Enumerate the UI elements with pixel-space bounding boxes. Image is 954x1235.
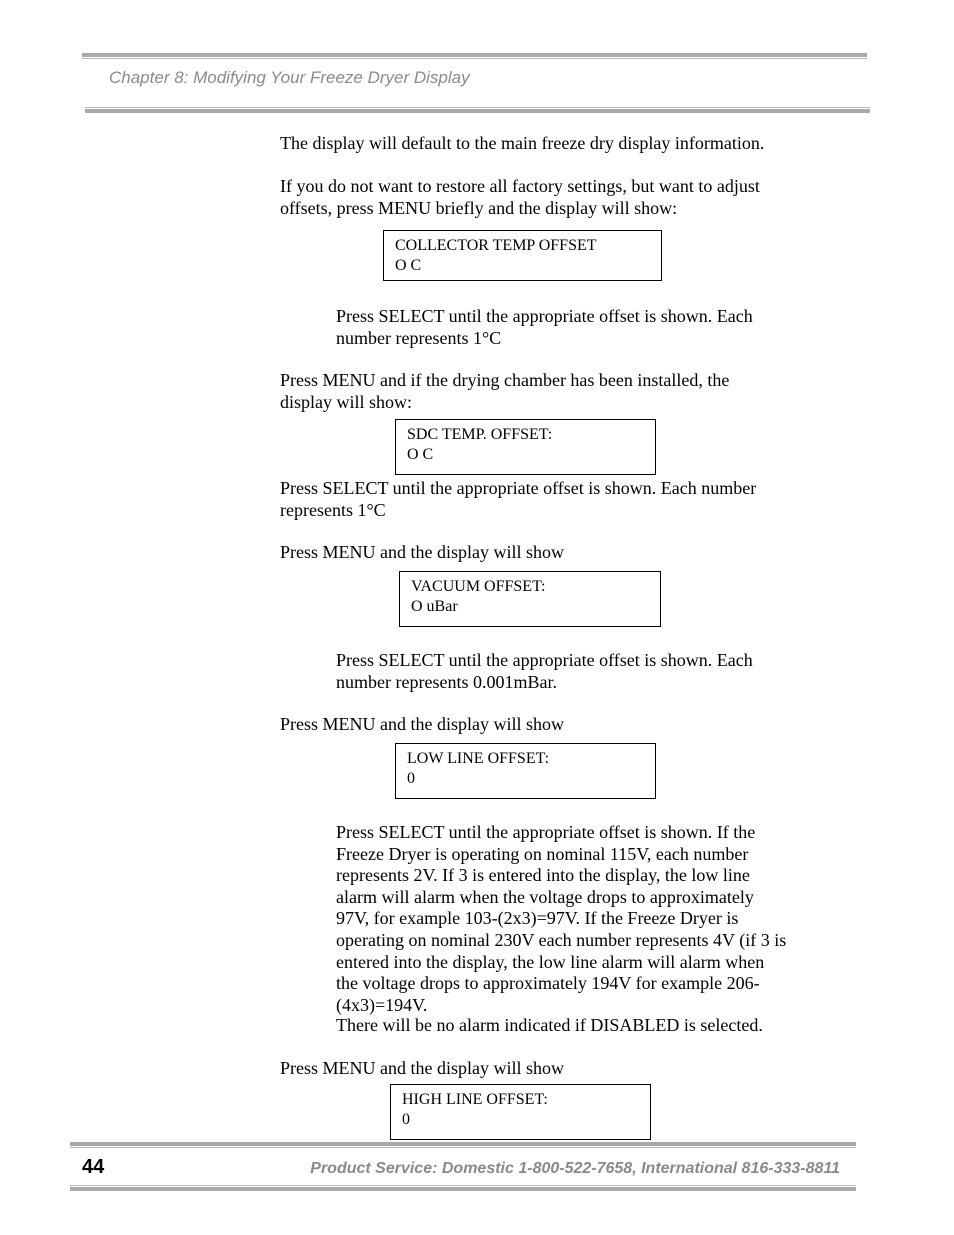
footer-bottom-rule-thin xyxy=(70,1185,856,1186)
header-top-rule xyxy=(82,53,867,57)
paragraph-disabled-note: There will be no alarm indicated if DISABLED is selected. xyxy=(336,1015,763,1035)
display-line-2: O uBar xyxy=(411,598,458,615)
display-low-line-offset xyxy=(395,743,656,799)
paragraph-drying-chamber: Press MENU and if the drying chamber has been installed, the display will show: xyxy=(280,370,730,412)
display-line-2: 0 xyxy=(402,1111,410,1128)
display-line-1: COLLECTOR TEMP OFFSET xyxy=(395,237,597,254)
header-top-rule-thin xyxy=(82,58,867,59)
display-line-1: LOW LINE OFFSET: xyxy=(407,750,550,767)
page-number: 44 xyxy=(82,1156,105,1178)
footer-top-rule-thin xyxy=(70,1147,856,1148)
display-line-1: HIGH LINE OFFSET: xyxy=(402,1091,548,1108)
chapter-title: Chapter 8: Modifying Your Freeze Dryer Display xyxy=(109,68,470,87)
product-service-contact: Product Service: Domestic 1-800-522-7658, International 816-333-8811 xyxy=(310,1160,840,1177)
paragraph-default-display: The display will default to the main freeze dry display information. xyxy=(280,133,765,153)
display-high-line-offset xyxy=(390,1084,651,1140)
display-line-1: SDC TEMP. OFFSET: xyxy=(407,426,553,443)
paragraph-select-sdc-offset: Press SELECT until the appropriate offset is shown. Each number represents 1°C xyxy=(280,478,757,520)
footer-bottom-rule xyxy=(70,1187,856,1191)
paragraph-menu-high-line: Press MENU and the display will show xyxy=(280,1058,564,1078)
paragraph-menu-vacuum: Press MENU and the display will show xyxy=(280,542,564,562)
paragraph-select-low-line-offset: Press SELECT until the appropriate offset is shown. If the Freeze Dryer is operating on nominal 115V, each number represents 2V. If 3 is entered into the display, the low line alarm will alarm when the voltage drops to approximately 97V, for example 103-(2x3)=97V. If the Freeze Dryer is operating on nominal 230V each number represents 4V (if 3 is entered into the display, the low line alarm will alarm when the voltage drops to approximately 194V for example 206-(4x3)=194V. xyxy=(336,822,787,1015)
display-line-2: O C xyxy=(395,257,422,274)
header-bottom-rule xyxy=(85,109,870,113)
footer-top-rule xyxy=(70,1142,856,1146)
paragraph-menu-low-line: Press MENU and the display will show xyxy=(280,714,564,734)
display-collector-temp-offset xyxy=(383,230,662,281)
display-line-2: O C xyxy=(407,446,434,463)
display-vacuum-offset xyxy=(399,571,661,627)
paragraph-adjust-offsets: If you do not want to restore all factory settings, but want to adjust offsets, press MENU briefly and the display will show: xyxy=(280,176,760,218)
display-sdc-temp-offset xyxy=(395,419,656,475)
display-line-1: VACUUM OFFSET: xyxy=(411,578,546,595)
header-bottom-rule-thin xyxy=(85,107,870,108)
display-line-2: 0 xyxy=(407,770,415,787)
paragraph-select-collector-offset: Press SELECT until the appropriate offset is shown. Each number represents 1°C xyxy=(336,306,753,348)
paragraph-select-vacuum-offset: Press SELECT until the appropriate offset is shown. Each number represents 0.001mBar. xyxy=(336,650,753,692)
